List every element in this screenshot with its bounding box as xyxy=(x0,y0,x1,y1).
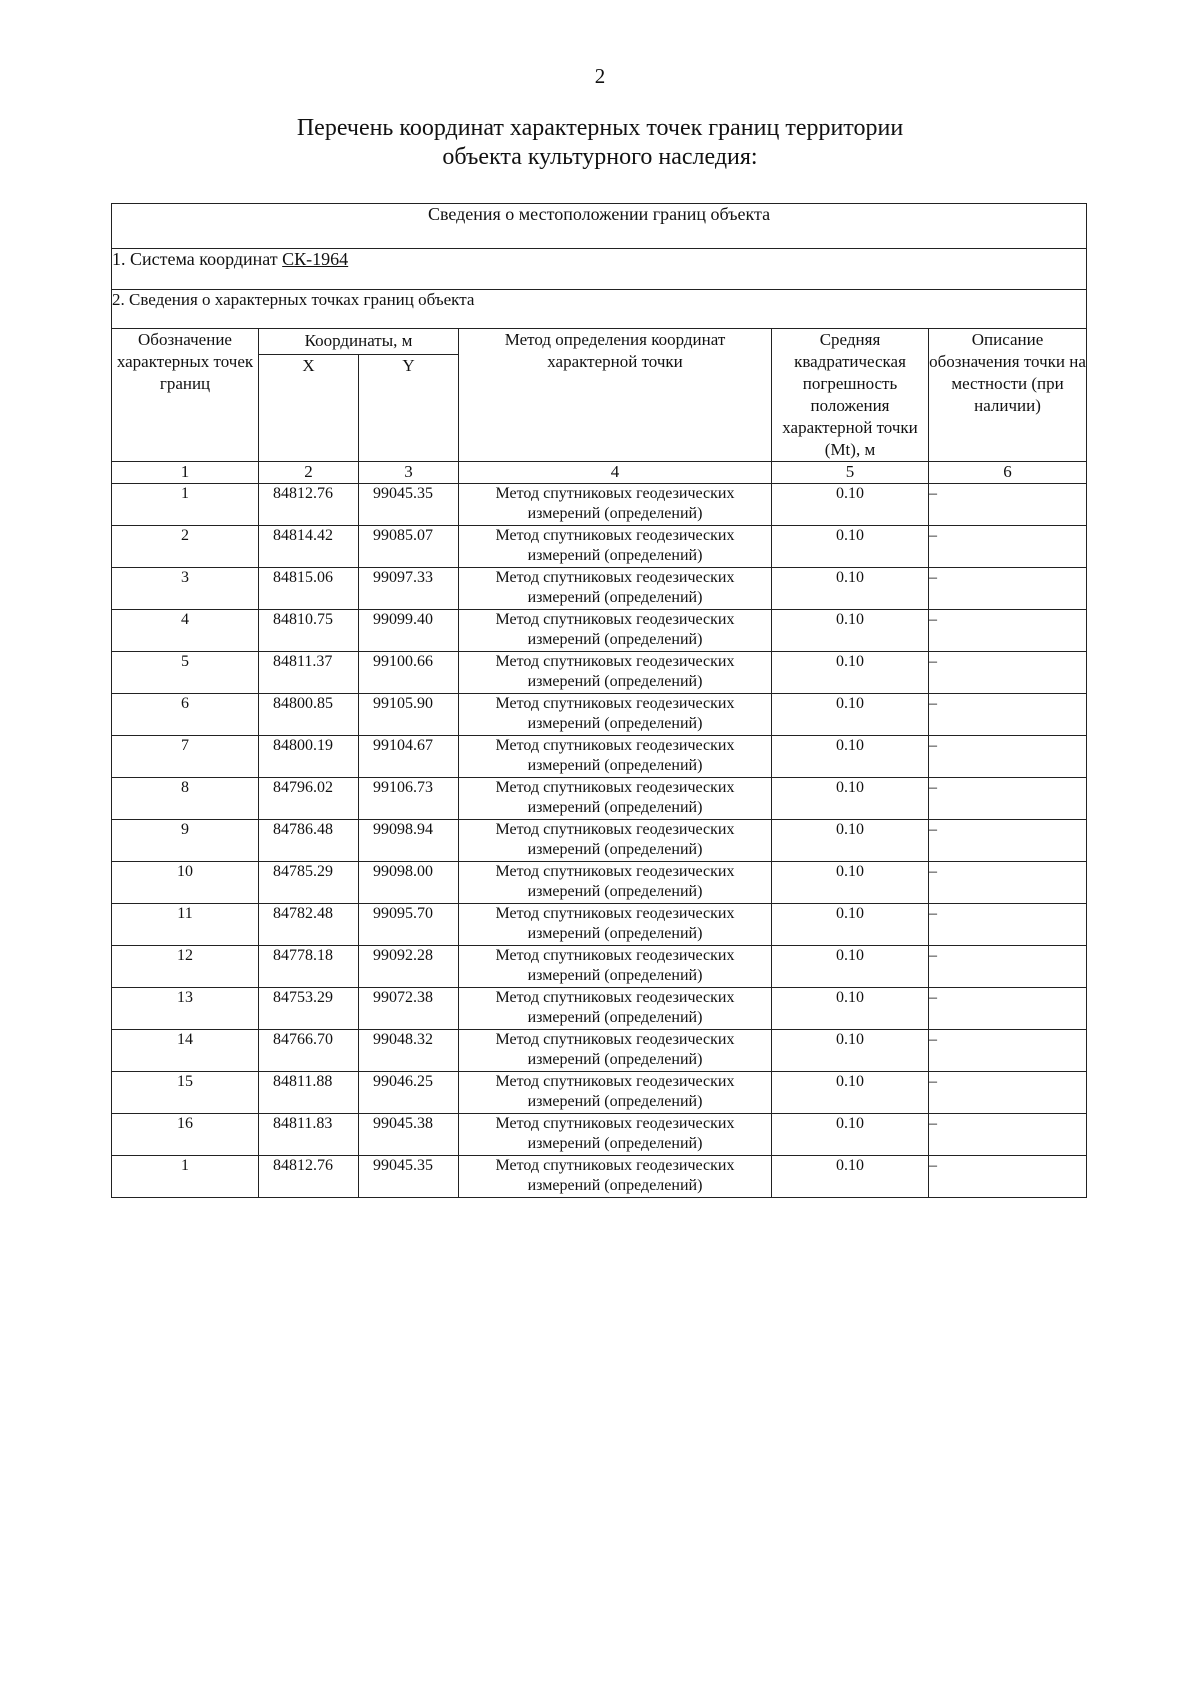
description-cell: – xyxy=(929,988,1087,1030)
description-cell: – xyxy=(929,610,1087,652)
table-row xyxy=(112,1030,1087,1072)
method-cell: Метод спутниковых геодезических измерений (определений) xyxy=(459,526,772,568)
y-coordinate-cell: 99106.73 xyxy=(359,778,459,820)
y-coordinate-cell: 99095.70 xyxy=(359,904,459,946)
point-id-cell: 16 xyxy=(112,1114,259,1156)
document-title xyxy=(0,114,1200,172)
table-row xyxy=(112,526,1087,568)
method-cell: Метод спутниковых геодезических измерений (определений) xyxy=(459,484,772,526)
point-id-cell: 7 xyxy=(112,736,259,778)
point-id-cell: 11 xyxy=(112,904,259,946)
table-row xyxy=(112,1072,1087,1114)
method-cell: Метод спутниковых геодезических измерений (определений) xyxy=(459,736,772,778)
method-cell: Метод спутниковых геодезических измерений (определений) xyxy=(459,1114,772,1156)
point-id-cell: 10 xyxy=(112,862,259,904)
description-cell: – xyxy=(929,1030,1087,1072)
point-id-cell: 13 xyxy=(112,988,259,1030)
y-coordinate-cell: 99046.25 xyxy=(359,1072,459,1114)
column-number: 1 xyxy=(112,462,259,484)
table-row xyxy=(112,694,1087,736)
x-coordinate-cell: 84785.29 xyxy=(259,862,359,904)
error-cell: 0.10 xyxy=(772,1030,929,1072)
error-cell: 0.10 xyxy=(772,1156,929,1198)
x-coordinate-cell: 84810.75 xyxy=(259,610,359,652)
method-cell: Метод спутниковых геодезических измерений (определений) xyxy=(459,778,772,820)
description-cell: – xyxy=(929,484,1087,526)
document-title-line-2: объекта культурного наследия: xyxy=(442,144,758,170)
table-row xyxy=(112,946,1087,988)
error-cell: 0.10 xyxy=(772,778,929,820)
method-cell: Метод спутниковых геодезических измерений (определений) xyxy=(459,946,772,988)
description-cell: – xyxy=(929,778,1087,820)
method-cell: Метод спутниковых геодезических измерений (определений) xyxy=(459,568,772,610)
error-cell: 0.10 xyxy=(772,988,929,1030)
table-row xyxy=(112,568,1087,610)
table-row xyxy=(112,652,1087,694)
y-coordinate-cell: 99045.35 xyxy=(359,484,459,526)
table-row xyxy=(112,988,1087,1030)
x-coordinate-cell: 84800.19 xyxy=(259,736,359,778)
y-coordinate-cell: 99048.32 xyxy=(359,1030,459,1072)
error-cell: 0.10 xyxy=(772,820,929,862)
x-coordinate-cell: 84812.76 xyxy=(259,484,359,526)
description-cell: – xyxy=(929,1072,1087,1114)
coord-system-row xyxy=(112,249,1087,290)
y-coordinate-cell: 99099.40 xyxy=(359,610,459,652)
method-cell: Метод спутниковых геодезических измерений (определений) xyxy=(459,988,772,1030)
x-coordinate-cell: 84800.85 xyxy=(259,694,359,736)
coordinates-table xyxy=(111,203,1087,1198)
x-coordinate-cell: 84778.18 xyxy=(259,946,359,988)
points-section-label: 2. Сведения о характерных точках границ объекта xyxy=(112,290,1087,329)
page-number: 2 xyxy=(594,64,606,88)
point-id-cell: 15 xyxy=(112,1072,259,1114)
point-id-cell: 1 xyxy=(112,484,259,526)
table-row xyxy=(112,1114,1087,1156)
error-cell: 0.10 xyxy=(772,1114,929,1156)
y-coordinate-cell: 99045.38 xyxy=(359,1114,459,1156)
point-id-cell: 4 xyxy=(112,610,259,652)
error-cell: 0.10 xyxy=(772,526,929,568)
x-coordinate-cell: 84812.76 xyxy=(259,1156,359,1198)
description-cell: – xyxy=(929,1114,1087,1156)
table-row xyxy=(112,484,1087,526)
error-cell: 0.10 xyxy=(772,694,929,736)
method-cell: Метод спутниковых геодезических измерений (определений) xyxy=(459,1030,772,1072)
table-row xyxy=(112,736,1087,778)
x-coordinate-cell: 84753.29 xyxy=(259,988,359,1030)
error-cell: 0.10 xyxy=(772,904,929,946)
method-cell: Метод спутниковых геодезических измерений (определений) xyxy=(459,652,772,694)
section-title: Сведения о местоположении границ объекта xyxy=(112,204,1087,249)
header-description: Описание обозначения точки на местности (при наличии) xyxy=(929,329,1087,462)
x-coordinate-cell: 84766.70 xyxy=(259,1030,359,1072)
description-cell: – xyxy=(929,946,1087,988)
coord-system-value: СК-1964 xyxy=(282,249,349,269)
header-designation: Обозначение характерных точек границ xyxy=(112,329,259,462)
point-id-cell: 6 xyxy=(112,694,259,736)
y-coordinate-cell: 99098.94 xyxy=(359,820,459,862)
point-id-cell: 5 xyxy=(112,652,259,694)
method-cell: Метод спутниковых геодезических измерений (определений) xyxy=(459,904,772,946)
table-row xyxy=(112,820,1087,862)
y-coordinate-cell: 99085.07 xyxy=(359,526,459,568)
header-coordinates-group: Координаты, м xyxy=(259,329,459,355)
y-coordinate-cell: 99105.90 xyxy=(359,694,459,736)
description-cell: – xyxy=(929,904,1087,946)
description-cell: – xyxy=(929,652,1087,694)
description-cell: – xyxy=(929,820,1087,862)
x-coordinate-cell: 84786.48 xyxy=(259,820,359,862)
header-x: X xyxy=(259,354,359,461)
point-id-cell: 2 xyxy=(112,526,259,568)
document-title-line-1: Перечень координат характерных точек границ территории xyxy=(296,115,904,141)
method-cell: Метод спутниковых геодезических измерений (определений) xyxy=(459,820,772,862)
table-row xyxy=(112,904,1087,946)
y-coordinate-cell: 99072.38 xyxy=(359,988,459,1030)
column-number: 4 xyxy=(459,462,772,484)
description-cell: – xyxy=(929,694,1087,736)
error-cell: 0.10 xyxy=(772,652,929,694)
column-number: 2 xyxy=(259,462,359,484)
error-cell: 0.10 xyxy=(772,484,929,526)
description-cell: – xyxy=(929,568,1087,610)
header-y: Y xyxy=(359,354,459,461)
point-id-cell: 8 xyxy=(112,778,259,820)
y-coordinate-cell: 99098.00 xyxy=(359,862,459,904)
table-row xyxy=(112,1156,1087,1198)
description-cell: – xyxy=(929,736,1087,778)
table-row xyxy=(112,610,1087,652)
method-cell: Метод спутниковых геодезических измерений (определений) xyxy=(459,694,772,736)
x-coordinate-cell: 84811.37 xyxy=(259,652,359,694)
method-cell: Метод спутниковых геодезических измерений (определений) xyxy=(459,1156,772,1198)
x-coordinate-cell: 84782.48 xyxy=(259,904,359,946)
error-cell: 0.10 xyxy=(772,946,929,988)
x-coordinate-cell: 84796.02 xyxy=(259,778,359,820)
table-row xyxy=(112,778,1087,820)
y-coordinate-cell: 99092.28 xyxy=(359,946,459,988)
column-number: 6 xyxy=(929,462,1087,484)
y-coordinate-cell: 99100.66 xyxy=(359,652,459,694)
y-coordinate-cell: 99104.67 xyxy=(359,736,459,778)
method-cell: Метод спутниковых геодезических измерений (определений) xyxy=(459,610,772,652)
point-id-cell: 1 xyxy=(112,1156,259,1198)
error-cell: 0.10 xyxy=(772,568,929,610)
point-id-cell: 3 xyxy=(112,568,259,610)
x-coordinate-cell: 84811.83 xyxy=(259,1114,359,1156)
method-cell: Метод спутниковых геодезических измерений (определений) xyxy=(459,862,772,904)
x-coordinate-cell: 84815.06 xyxy=(259,568,359,610)
error-cell: 0.10 xyxy=(772,610,929,652)
description-cell: – xyxy=(929,1156,1087,1198)
header-method: Метод определения координат характерной точки xyxy=(459,329,772,462)
error-cell: 0.10 xyxy=(772,736,929,778)
column-number: 5 xyxy=(772,462,929,484)
error-cell: 0.10 xyxy=(772,862,929,904)
x-coordinate-cell: 84811.88 xyxy=(259,1072,359,1114)
y-coordinate-cell: 99097.33 xyxy=(359,568,459,610)
x-coordinate-cell: 84814.42 xyxy=(259,526,359,568)
point-id-cell: 9 xyxy=(112,820,259,862)
method-cell: Метод спутниковых геодезических измерений (определений) xyxy=(459,1072,772,1114)
column-number: 3 xyxy=(359,462,459,484)
point-id-cell: 12 xyxy=(112,946,259,988)
description-cell: – xyxy=(929,526,1087,568)
description-cell: – xyxy=(929,862,1087,904)
header-error: Средняя квадратическая погрешность положения характерной точки (Mt), м xyxy=(772,329,929,462)
error-cell: 0.10 xyxy=(772,1072,929,1114)
table-row xyxy=(112,862,1087,904)
coord-system-label: 1. Система координат xyxy=(112,249,283,269)
y-coordinate-cell: 99045.35 xyxy=(359,1156,459,1198)
point-id-cell: 14 xyxy=(112,1030,259,1072)
